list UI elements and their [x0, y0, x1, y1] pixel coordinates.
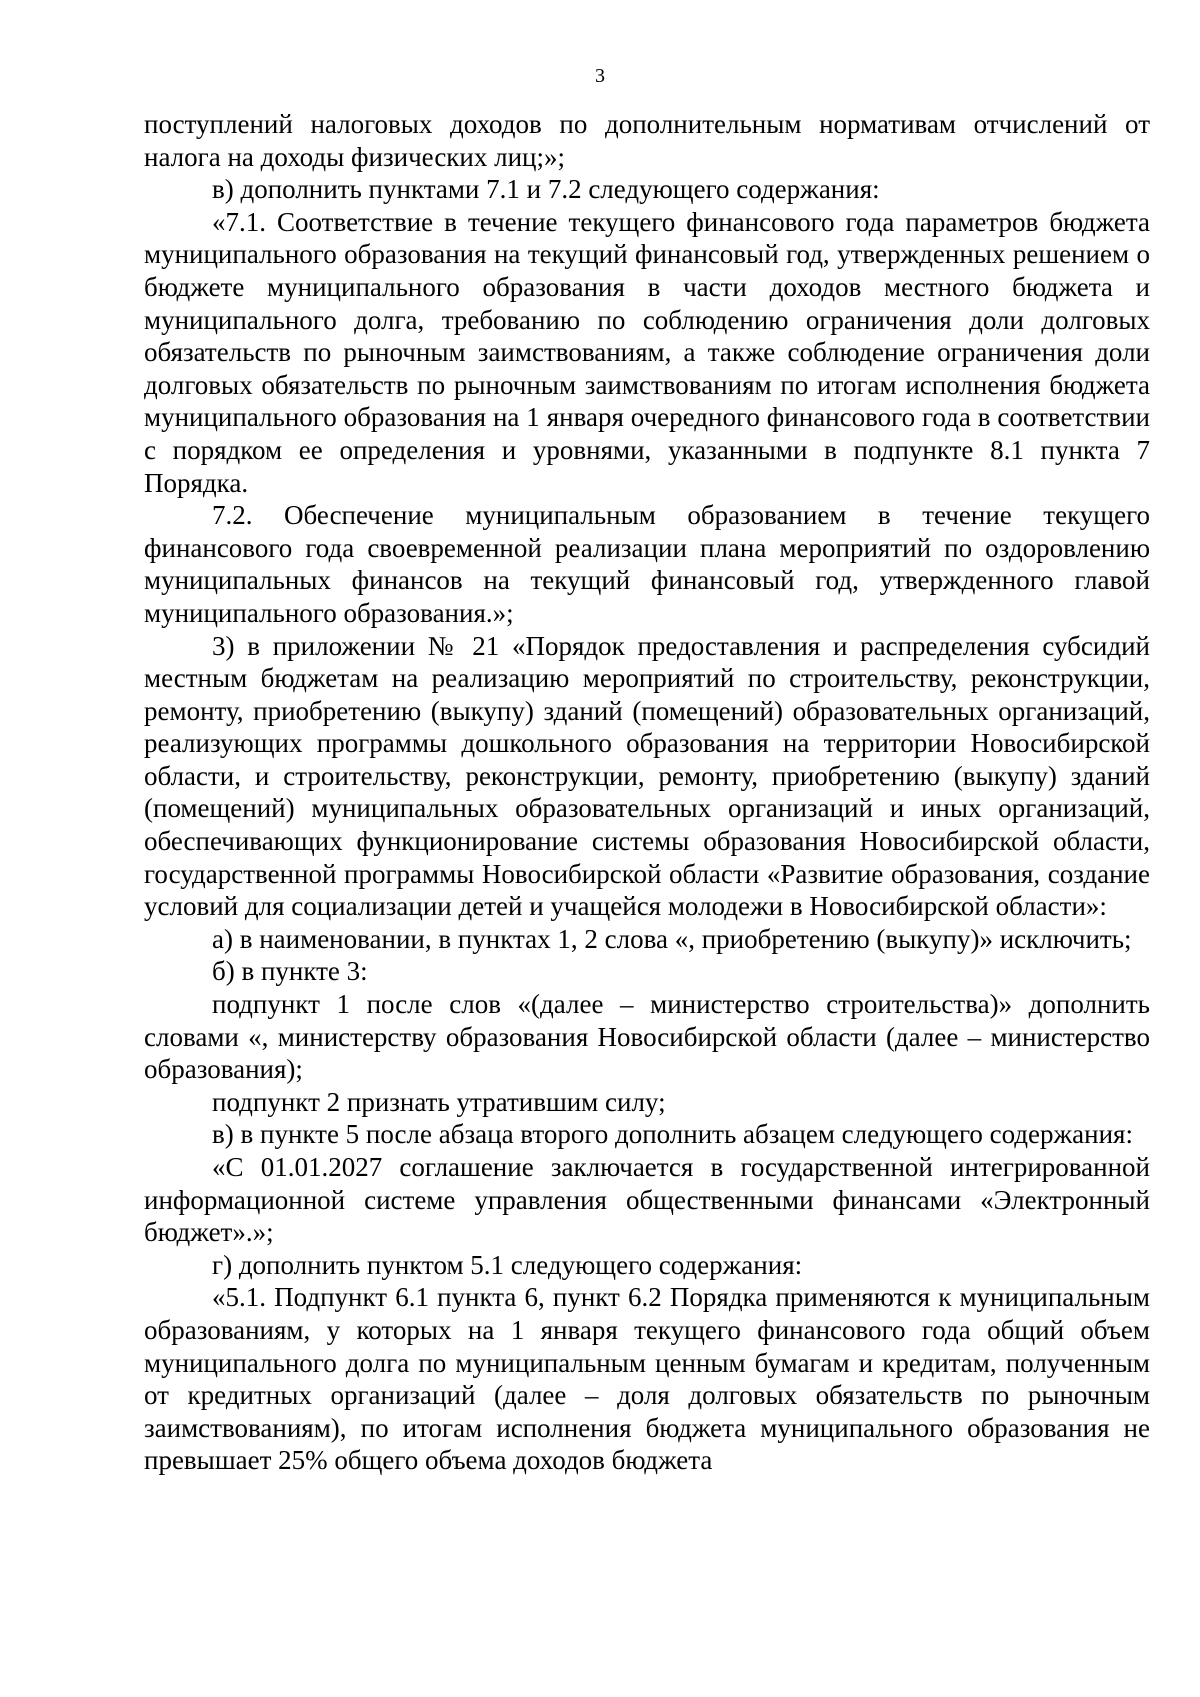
paragraph: поступлений налоговых доходов по дополнительным нормативам отчислений от налога на доходы физических лиц;»; [144, 109, 1150, 172]
paragraph: г) дополнить пунктом 5.1 следующего содержания: [212, 1249, 803, 1280]
paragraph: подпункт 1 после слов «(далее – министерство строительства)» дополнить словами «, министерству образования Новосибирской области (далее – министерство образования); [144, 989, 1150, 1085]
paragraph: 3) в приложении № 21 «Порядок предоставления и распределения субсидий местным бюджетам на реализацию мероприятий по строительству, реконструкции, ремонту, приобретению (выкупу) зданий (помещений) образовательных организаций, реализующих программы дошкольного образования на территории Новосибирской области, и строительству, реконструкции, ремонту, приобретению (выкупу) зданий (помещений) муниципальных образовательных организаций и иных организаций, обеспечивающих функционирование системы образования Новосибирской области, государственной программы Новосибирской области «Развитие образования, создание условий для социализации детей и учащейся молодежи в Новосибирской области»: [144, 630, 1150, 922]
page-number: 3 [595, 65, 605, 87]
paragraph: б) в пункте 3: [212, 956, 368, 987]
paragraph: «7.1. Соответствие в течение текущего финансового года параметров бюджета муниципального образования на текущий финансовый год, утвержденных решением о бюджете муниципального образования в части доходов местного бюджета и муниципального долга, требованию по соблюдению ограничения доли долговых обязательств по рыночным заимствованиям, а также соблюдение ограничения доли долговых обязательств по рыночным заимствованиям по итогам исполнения бюджета муниципального образования на 1 января очередного финансового года в соответствии с порядком ее определения и уровнями, указанными в подпункте 8.1 пункта 7 Порядка. [144, 206, 1150, 498]
paragraph: а) в наименовании, в пунктах 1, 2 слова «, приобретению (выкупу)» исключить; [212, 923, 1132, 954]
paragraph: «С 01.01.2027 соглашение заключается в государственной интегрированной информационной системе управления общественными финансами «Электронный бюджет».»; [144, 1152, 1150, 1248]
paragraph: 7.2. Обеспечение муниципальным образованием в течение текущего финансового года своевременной реализации плана мероприятий по оздоровлению муниципальных финансов на текущий финансовый год, утвержденного главой муниципального образования.»; [144, 500, 1150, 628]
document-body [144, 108, 1150, 1477]
paragraph: в) в пункте 5 после абзаца второго дополнить абзацем следующего содержания: [212, 1119, 1133, 1150]
paragraph: подпункт 2 признать утратившим силу; [212, 1086, 666, 1117]
paragraph: «5.1. Подпункт 6.1 пункта 6, пункт 6.2 Порядка применяются к муниципальным образованиям, у которых на 1 января текущего финансового года общий объем муниципального долга по муниципальным ценным бумагам и кредитам, полученным от кредитных организаций (далее – доля долговых обязательств по рыночным заимствованиям), по итогам исполнения бюджета муниципального образования не превышает 25% общего объема доходов бюджета [144, 1282, 1150, 1476]
paragraph: в) дополнить пунктами 7.1 и 7.2 следующего содержания: [212, 174, 880, 205]
